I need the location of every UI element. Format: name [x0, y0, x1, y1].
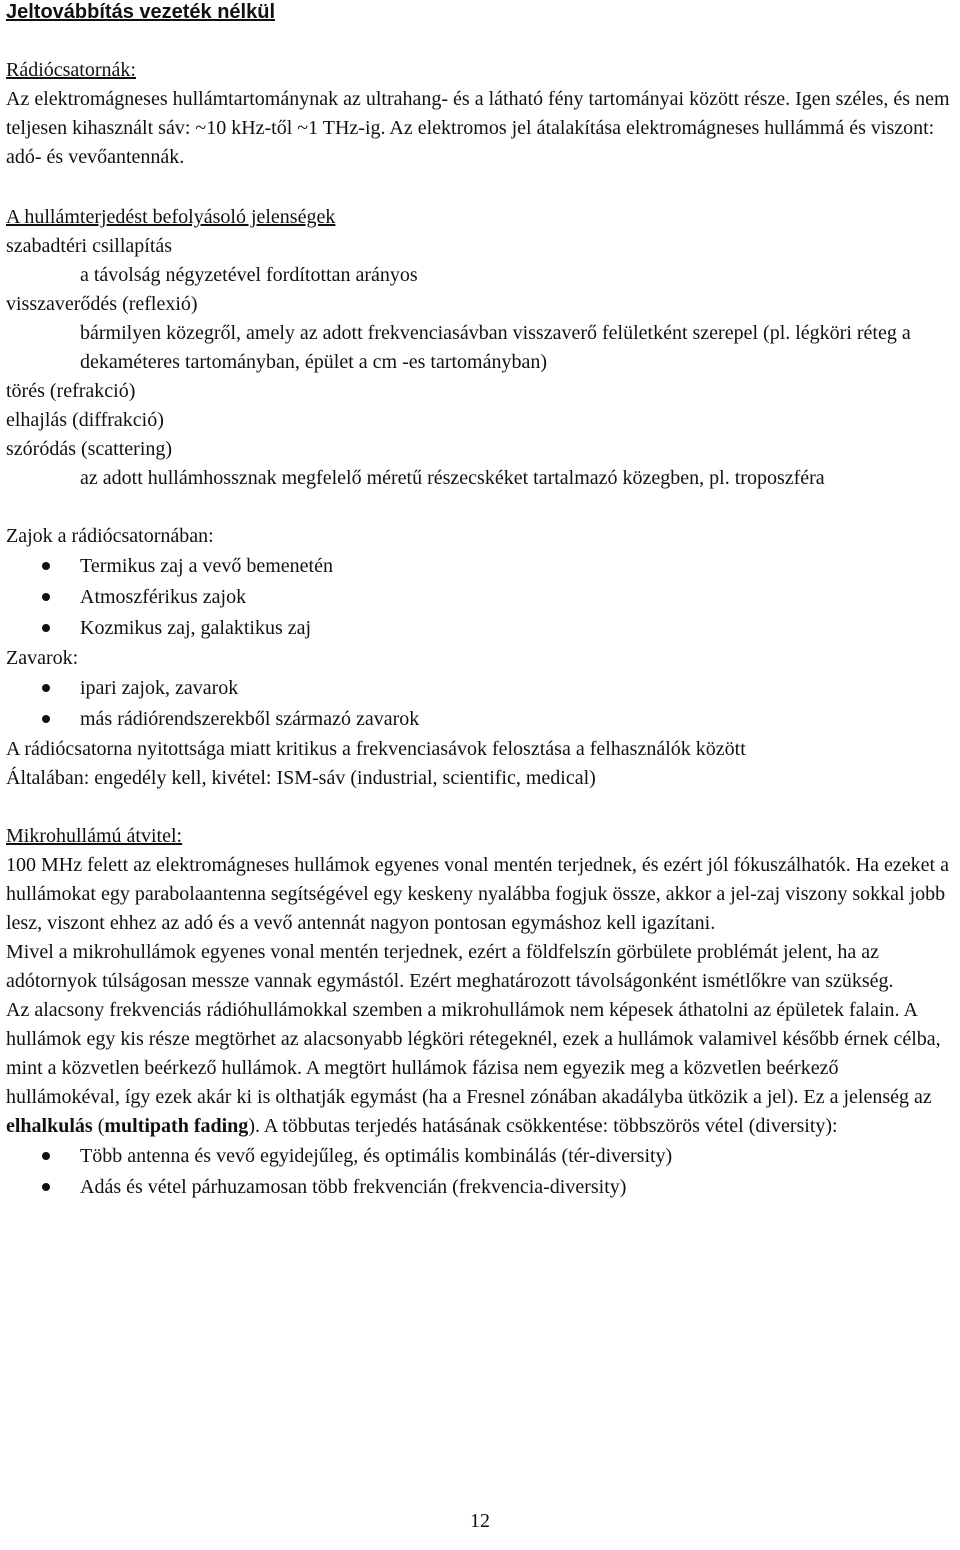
- phenomenon-term: szóródás (scattering): [6, 438, 173, 460]
- list-item: Adás és vétel párhuzamosan több frekvencián (frekvencia-diversity): [6, 1172, 954, 1203]
- bullet-icon: [42, 593, 50, 601]
- phenomenon-desc: bármilyen közegről, amely az adott frekvenciasávban visszaverő felületként szerepel (pl. légköri réteg a dekaméteres tartományban, épület a cm -es tartományban): [80, 322, 911, 373]
- list-item: ipari zajok, zavarok: [6, 673, 954, 704]
- noise-heading: Zajok a rádiócsatornában:: [6, 525, 214, 547]
- phenomenon-term: elhajlás (diffrakció): [6, 409, 164, 431]
- radio-section: [6, 56, 954, 172]
- list-item: Kozmikus zaj, galaktikus zaj: [6, 613, 954, 644]
- term-elhalkulas: elhalkulás: [6, 1115, 93, 1137]
- phenomena-heading: A hullámterjedést befolyásoló jelenségek: [6, 206, 336, 228]
- noise-section: [6, 522, 954, 793]
- phenomenon-term: szabadtéri csillapítás: [6, 235, 173, 257]
- bullet-icon: [42, 684, 50, 692]
- bullet-icon: [42, 715, 50, 723]
- radio-body: Az elektromágneses hullámtartománynak az ultrahang- és a látható fény tartományai között része. Igen széles, és nem teljesen kihasznált sáv: ~10 kHz-től ~1 THz-ig. Az elektromos jel átalakítása elektromágneses hullámmá és viszont: adó- és vevőantennák.: [6, 88, 950, 168]
- interference-line-1: A rádiócsatorna nyitottsága miatt kritikus a frekvenciasávok felosztása a felhasználók között: [6, 738, 746, 760]
- phenomenon-term: törés (refrakció): [6, 380, 136, 402]
- interference-line-2: Általában: engedély kell, kivétel: ISM-sáv (industrial, scientific, medical): [6, 767, 596, 789]
- microwave-heading: Mikrohullámú átvitel:: [6, 825, 183, 847]
- microwave-para-1: 100 MHz felett az elektromágneses hullámok egyenes vonal mentén terjednek, és ezért jól fókuszálhatók. Ha ezeket a hullámokat egy parabolaantenna segítségével egy keskeny nyalábba fogjuk össze, akkor a jel-zaj viszony sokkal jobb lesz, viszont ehhez az adó és a vevő antennát nagyon pontosan egymáshoz kell igazítani.: [6, 854, 949, 934]
- page-number: 12: [470, 1510, 490, 1532]
- bullet-icon: [42, 624, 50, 632]
- document-page: [6, 0, 954, 1203]
- diversity-list: [6, 1141, 954, 1203]
- microwave-para-2: Mivel a mikrohullámok egyenes vonal mentén terjednek, ezért a földfelszín görbülete problémát jelent, ha az adótornyok túlságosan messze vannak egymástól. Ezért meghatározott távolságonként ismétlőkre van szükség.: [6, 941, 894, 992]
- bullet-icon: [42, 1152, 50, 1160]
- page-title: Jeltovábbítás vezeték nélkül: [6, 1, 276, 23]
- noise-list: [6, 551, 954, 644]
- interference-list: [6, 673, 954, 735]
- term-multipath-fading: multipath fading: [104, 1115, 249, 1137]
- interference-heading: Zavarok:: [6, 647, 79, 669]
- list-item: más rádiórendszerekből származó zavarok: [6, 704, 954, 735]
- microwave-section: [6, 822, 954, 1203]
- radio-heading: Rádiócsatornák:: [6, 59, 136, 81]
- microwave-para-3: Az alacsony frekvenciás rádióhullámokkal szemben a mikrohullámok nem képesek áthatolni az épületek falain. A hullámok egy kis része megtörhet az alacsonyabb légköri rétegeknél, ezek a hullámok valamivel később érnek célba, mint a közvetlen beérkező hullámok. A megtört hullámok fázisa nem egyezik meg a közvetlen beérkező hullámokéval, így ezek akár ki is olthatják egymást (ha a Fresnel zónában akadályba ütközik a jel). Ez a jelenség az elhalkulás (multipath fading). A többutas terjedés hatásának csökkentése: többszörös vétel (diversity):: [6, 999, 941, 1137]
- bullet-icon: [42, 1183, 50, 1191]
- phenomena-section: [6, 203, 954, 493]
- list-item: Termikus zaj a vevő bemenetén: [6, 551, 954, 582]
- phenomenon-desc: a távolság négyzetével fordítottan arányos: [80, 264, 418, 286]
- phenomenon-term: visszaverődés (reflexió): [6, 293, 198, 315]
- phenomenon-desc: az adott hullámhossznak megfelelő méretű részecskéket tartalmazó közegben, pl. troposzféra: [80, 467, 825, 489]
- bullet-icon: [42, 562, 50, 570]
- list-item: Atmoszférikus zajok: [6, 582, 954, 613]
- list-item: Több antenna és vevő egyidejűleg, és optimális kombinálás (tér-diversity): [6, 1141, 954, 1172]
